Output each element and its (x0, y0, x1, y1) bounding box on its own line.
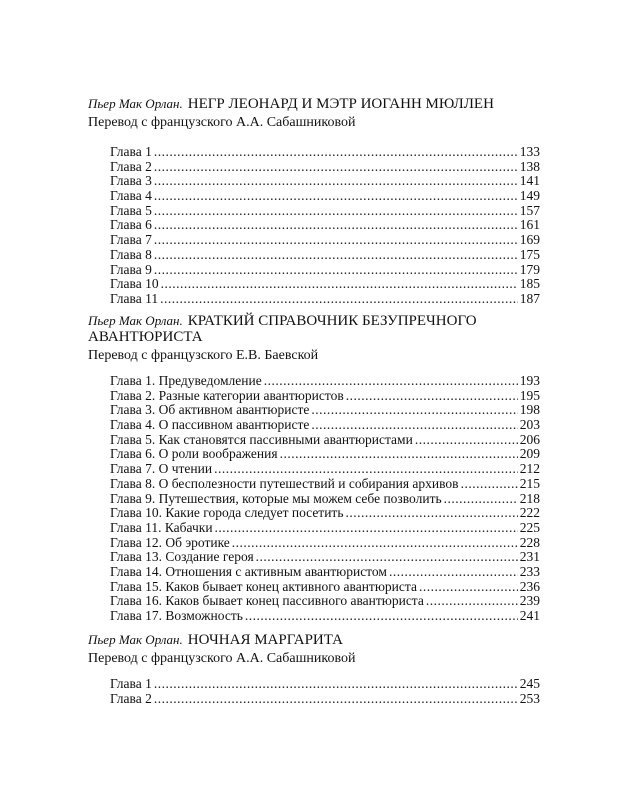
toc-entry-label: Глава 2 (110, 158, 152, 174)
toc-page-number: 222 (519, 505, 540, 521)
toc-list (110, 374, 540, 624)
leader-dots (154, 204, 518, 219)
toc-entry[interactable] (110, 204, 540, 219)
toc-entry-label: Глава 4. О пассивном авантюристе (110, 417, 310, 433)
toc-entry[interactable] (110, 506, 540, 521)
toc-entry[interactable] (110, 677, 540, 692)
section-1 (88, 96, 540, 307)
toc-page-number: 169 (519, 232, 540, 248)
toc-entry-label: Глава 10. Какие города следует посетить (110, 505, 344, 521)
leader-dots (346, 506, 518, 521)
leader-dots (256, 550, 518, 565)
toc-entry-label: Глава 3. Об активном авантюристе (110, 402, 310, 418)
leader-dots (461, 477, 518, 492)
toc-entry[interactable] (110, 447, 540, 462)
toc-entry[interactable] (110, 145, 540, 160)
toc-entry-label: Глава 9. Путешествия, которые мы можем себе позволить (110, 490, 442, 506)
toc-entry-label: Глава 2 (110, 690, 152, 706)
author-name: Пьер Мак Орлан. (88, 632, 183, 647)
toc-entry-label: Глава 7. О чтении (110, 461, 213, 477)
toc-page-number: 215 (519, 475, 540, 491)
toc-entry[interactable] (110, 580, 540, 595)
leader-dots (154, 692, 518, 707)
author-name: Пьер Мак Орлан. (88, 313, 183, 328)
toc-entry[interactable] (110, 263, 540, 278)
leader-dots (215, 521, 518, 536)
toc-entry[interactable] (110, 418, 540, 433)
toc-entry-label: Глава 13. Создание героя (110, 549, 254, 565)
toc-entry-label: Глава 2. Разные категории авантюристов (110, 387, 344, 403)
toc-entry[interactable] (110, 389, 540, 404)
toc-page-number: 203 (519, 417, 540, 433)
toc-entry[interactable] (110, 565, 540, 580)
toc-page-number: 185 (519, 276, 540, 292)
toc-entry-label: Глава 15. Каков бывает конец активного авантюриста (110, 578, 417, 594)
toc-entry[interactable] (110, 233, 540, 248)
section-2 (88, 313, 540, 624)
toc-page-number: 218 (519, 490, 540, 506)
toc-page-number: 245 (519, 676, 540, 691)
toc-entry-label: Глава 7 (110, 232, 152, 248)
toc-entry[interactable] (110, 594, 540, 609)
leader-dots (154, 677, 518, 692)
toc-entry[interactable] (110, 403, 540, 418)
toc-entry-label: Глава 5 (110, 202, 152, 218)
leader-dots (160, 292, 518, 307)
toc-page-number: 233 (519, 563, 540, 579)
toc-entry-label: Глава 8. О бесполезности путешествий и собирания архивов (110, 475, 459, 491)
work-title: НЕГР ЛЕОНАРД И МЭТР ИОГАНН МЮЛЛЕН (187, 96, 494, 112)
leader-dots (426, 594, 518, 609)
toc-page-number: 175 (519, 246, 540, 262)
toc-entry-label: Глава 11. Кабачки (110, 519, 213, 535)
toc-page-number: 149 (519, 188, 540, 204)
toc-list (110, 677, 540, 706)
toc-entry-label: Глава 16. Каков бывает конец пассивного авантюриста (110, 593, 424, 609)
toc-page-number: 225 (519, 519, 540, 535)
toc-entry-label: Глава 10 (110, 276, 159, 292)
toc-entry[interactable] (110, 189, 540, 204)
work-heading (88, 313, 488, 345)
leader-dots (154, 218, 518, 233)
toc-entry[interactable] (110, 160, 540, 175)
toc-list (110, 145, 540, 307)
section-3 (88, 632, 540, 706)
toc-page-number: 231 (519, 549, 540, 565)
toc-entry[interactable] (110, 248, 540, 263)
toc-page-number: 228 (519, 534, 540, 550)
leader-dots (415, 433, 518, 448)
toc-entry[interactable] (110, 609, 540, 624)
toc-entry[interactable] (110, 536, 540, 551)
toc-page-number: 241 (519, 608, 540, 623)
leader-dots (154, 189, 518, 204)
toc-page-number: 195 (519, 387, 540, 403)
toc-page-number: 161 (519, 217, 540, 233)
translator-line: Перевод с французского А.А. Сабашниковой (88, 651, 356, 666)
toc-entry[interactable] (110, 292, 540, 307)
work-heading (88, 96, 540, 112)
work-title: КРАТКИЙ СПРАВОЧНИК БЕЗУПРЕЧНОГО АВАНТЮРИСТА (88, 313, 477, 345)
toc-page-number: 193 (519, 373, 540, 388)
toc-page-number: 198 (519, 402, 540, 418)
toc-page-number: 209 (519, 446, 540, 462)
leader-dots (154, 233, 518, 248)
toc-entry-label: Глава 6 (110, 217, 152, 233)
work-title: НОЧНАЯ МАРГАРИТА (187, 632, 344, 648)
toc-entry-label: Глава 1. Предуведомление (110, 373, 262, 388)
toc-entry[interactable] (110, 462, 540, 477)
toc-entry-label: Глава 8 (110, 246, 152, 262)
toc-entry[interactable] (110, 174, 540, 189)
leader-dots (264, 374, 518, 389)
toc-page-number: 206 (519, 431, 540, 447)
leader-dots (214, 462, 518, 477)
toc-entry-label: Глава 1 (110, 676, 152, 691)
leader-dots (311, 403, 517, 418)
leader-dots (419, 580, 518, 595)
toc-entry[interactable] (110, 492, 540, 507)
leader-dots (346, 389, 518, 404)
toc-entry-label: Глава 17. Возможность (110, 608, 243, 623)
toc-entry[interactable] (110, 277, 540, 292)
translator-line: Перевод с французского А.А. Сабашниковой (88, 115, 356, 130)
toc-entry[interactable] (110, 692, 540, 707)
leader-dots (154, 174, 518, 189)
leader-dots (154, 263, 518, 278)
leader-dots (389, 565, 518, 580)
work-heading (88, 632, 540, 648)
toc-entry-label: Глава 9 (110, 261, 152, 277)
toc-page-number: 236 (519, 578, 540, 594)
toc-entry-label: Глава 12. Об эротике (110, 534, 230, 550)
toc-entry[interactable] (110, 477, 540, 492)
toc-entry-label: Глава 5. Как становятся пассивными авантюристами (110, 431, 413, 447)
leader-dots (311, 418, 517, 433)
toc-page-number: 179 (519, 261, 540, 277)
toc-entry-label: Глава 6. О роли воображения (110, 446, 278, 462)
toc-page-number: 212 (519, 461, 540, 477)
toc-entry-label: Глава 11 (110, 290, 159, 306)
toc-entry-label: Глава 3 (110, 173, 152, 189)
translator-line: Перевод с французского Е.В. Баевской (88, 348, 319, 363)
toc-entry-label: Глава 14. Отношения с активным авантюристом (110, 563, 387, 579)
toc-page-number: 239 (519, 593, 540, 609)
toc-entry[interactable] (110, 550, 540, 565)
leader-dots (232, 536, 518, 551)
leader-dots (444, 492, 518, 507)
toc-entry[interactable] (110, 218, 540, 233)
toc-page-number: 157 (519, 202, 540, 218)
leader-dots (280, 447, 518, 462)
toc-page-number: 133 (519, 144, 540, 159)
toc-page-number: 253 (519, 690, 540, 706)
leader-dots (154, 145, 518, 160)
toc-entry[interactable] (110, 374, 540, 389)
toc-entry[interactable] (110, 433, 540, 448)
toc-page-number: 138 (519, 158, 540, 174)
leader-dots (154, 160, 518, 175)
toc-entry-label: Глава 1 (110, 144, 152, 159)
leader-dots (154, 248, 518, 263)
toc-entry[interactable] (110, 521, 540, 536)
toc-entry-label: Глава 4 (110, 188, 152, 204)
leader-dots (245, 609, 518, 624)
leader-dots (161, 277, 518, 292)
toc-page-number: 187 (519, 290, 540, 306)
toc-page-number: 141 (519, 173, 540, 189)
author-name: Пьер Мак Орлан. (88, 96, 183, 111)
